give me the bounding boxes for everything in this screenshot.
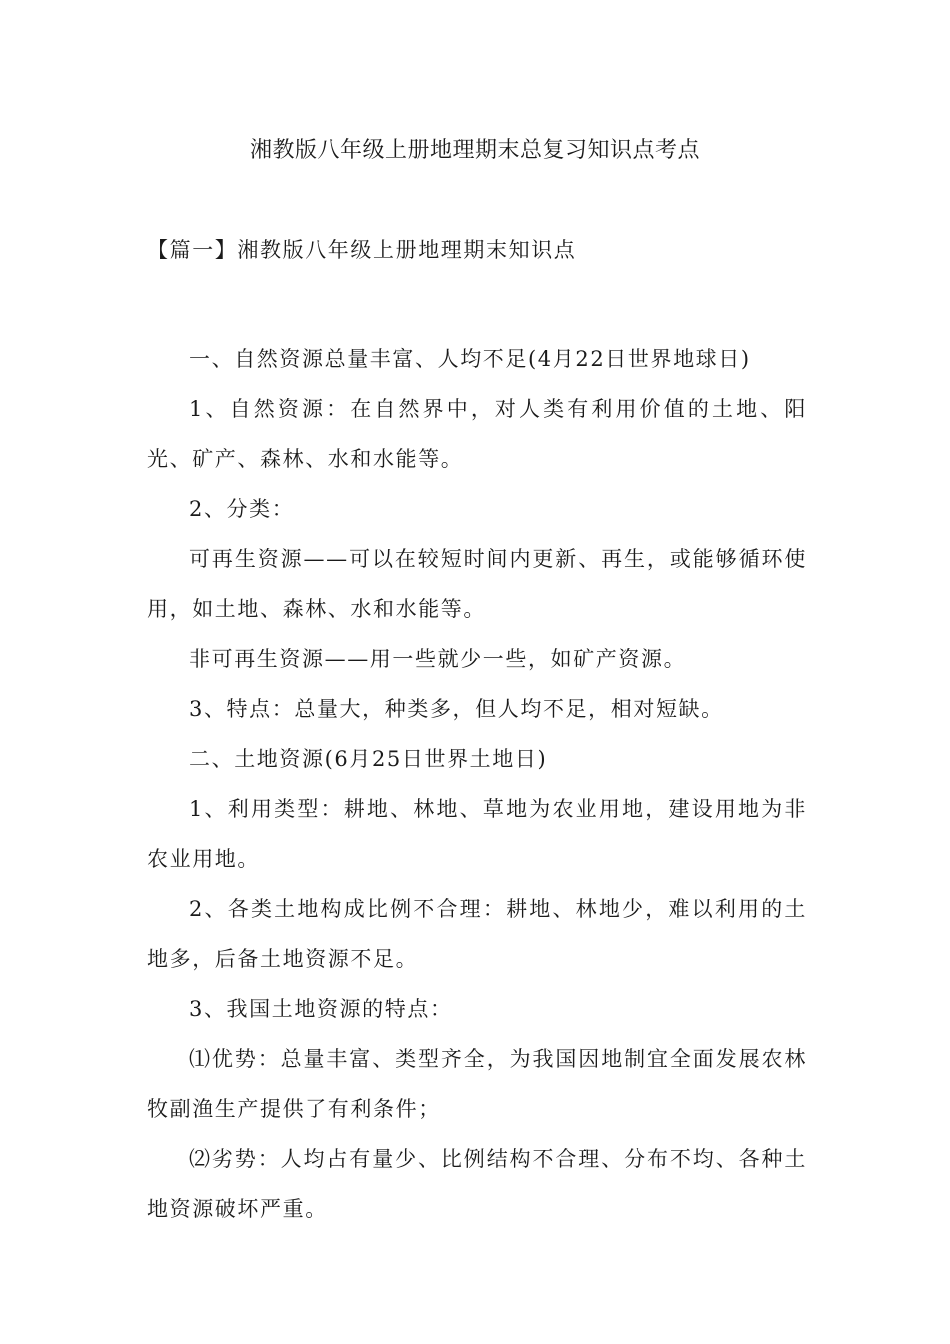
document-body bbox=[147, 334, 807, 1234]
paragraph: 1、自然资源：在自然界中，对人类有利用价值的土地、阳光、矿产、森林、水和水能等。 bbox=[147, 397, 807, 471]
paragraph: ⑵劣势：人均占有量少、比例结构不合理、分布不均、各种土地资源破坏严重。 bbox=[147, 1147, 807, 1221]
paragraph: 2、各类土地构成比例不合理：耕地、林地少，难以利用的土地多，后备土地资源不足。 bbox=[147, 897, 807, 971]
paragraph: 2、分类： bbox=[189, 497, 295, 521]
paragraph: 可再生资源——可以在较短时间内更新、再生，或能够循环使用，如土地、森林、水和水能等。 bbox=[147, 547, 807, 621]
paragraph: 非可再生资源——用一些就少一些，如矿产资源。 bbox=[189, 647, 687, 671]
document-title: 湘教版八年级上册地理期末总复习知识点考点 bbox=[249, 138, 700, 163]
paragraph: 二、土地资源(6月25日世界土地日) bbox=[189, 747, 548, 771]
paragraph: 1、利用类型：耕地、林地、草地为农业用地，建设用地为非农业用地。 bbox=[147, 797, 807, 871]
paragraph: 3、特点：总量大，种类多，但人均不足，相对短缺。 bbox=[189, 697, 724, 721]
paragraph: ⑴优势：总量丰富、类型齐全，为我国因地制宜全面发展农林牧副渔生产提供了有利条件； bbox=[147, 1047, 807, 1121]
paragraph: 3、我国土地资源的特点： bbox=[189, 997, 453, 1021]
section-heading: 【篇一】湘教版八年级上册地理期末知识点 bbox=[147, 238, 577, 262]
paragraph: 一、自然资源总量丰富、人均不足(4月22日世界地球日) bbox=[189, 347, 751, 371]
